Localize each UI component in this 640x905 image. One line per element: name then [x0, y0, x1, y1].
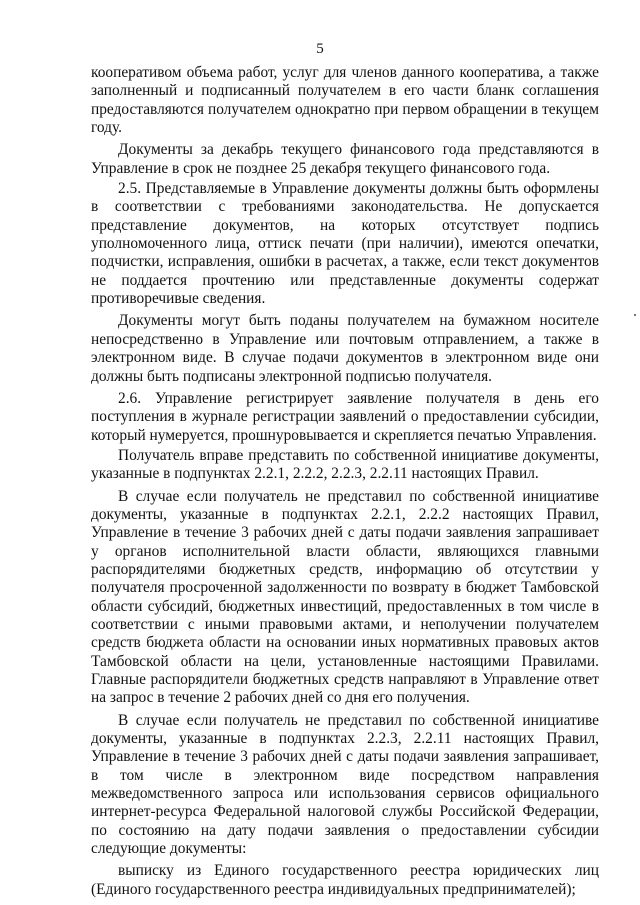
paragraph-december-deadline: Документы за декабрь текущего финансового года представляются в Управление в срок не позднее 25 декабря текущего финансового года.	[91, 141, 599, 177]
paragraph-2-6: 2.6. Управление регистрирует заявление получателя в день его поступления в журнале регистрации заявлений о предоставлении субсидии, который нумеруется, прошнуровывается и скрепляется печатью Управления.	[91, 389, 599, 444]
paragraph-request-2-2-1: В случае если получатель не представил по собственной инициативе документы, указанные в подпунктах 2.2.1, 2.2.2 настоящих Правил, Управление в течение 3 рабочих дней с даты подачи заявления запрашивает у органов исполнительной власти области, являющихся главными распорядителями бюджетных средств, информацию об отсутствии у получателя просроченной задолженности по возврату в бюджет Тамбовской области субсидий, бюджетных инвестиций, предоставленных в том числе в соответствии с иными правовыми актами, и неполучении получателем средств бюджета области на основании иных нормативных правовых актов Тамбовской области на цели, установленные настоящими Правилами. Главные распорядители бюджетных средств направляют в Управление ответ на запрос в течение 2 рабочих дней со дня его получения.	[91, 487, 599, 707]
paragraph-recipient-right: Получатель вправе представить по собственной инициативе документы, указанные в подпунктах 2.2.1, 2.2.2, 2.2.3, 2.2.11 настоящих Правил.	[91, 446, 599, 483]
paragraph-request-2-2-3: В случае если получатель не представил по собственной инициативе документы, указанные в подпунктах 2.2.3, 2.2.11 настоящих Правил, Управление в течение 3 рабочих дней с даты подачи заявления запрашивает, в том числе в электронном виде посредством направления межведомственного запроса или использования сервисов официального интернет-ресурса Федеральной налоговой службы Российской Федерации, по состоянию на дату подачи заявления о предоставлении субсидии следующие документы:	[91, 711, 599, 858]
paragraph-continuation: кооперативом объема работ, услуг для членов данного кооператива, а также заполненный и подписанный получателем в его части бланк соглашения предоставляются получателем однократно при первом обращении в текущем году.	[91, 64, 599, 137]
paragraph-2-5: 2.5. Представляемые в Управление документы должны быть оформлены в соответствии с требованиями законодательства. Не допускается представление документов, на которых отсутствует подпись уполномоченного лица, оттиск печати (при наличии), имеются опечатки, подчистки, исправления, ошибки в расчетах, а также, если текст документов не поддается прочтению или представленные документы содержат противоречивые сведения.	[91, 180, 599, 308]
paragraph-egrul-extract: выписку из Единого государственного реестра юридических лиц (Единого государственного реестра индивидуальных предпринимателей);	[91, 862, 599, 898]
page-number: 5	[316, 41, 324, 57]
paragraph-submission-methods: Документы могут быть поданы получателем на бумажном носителе непосредственно в Управление или почтовым отправлением, а также в электронном виде. В случае подачи документов в электронном виде они должны быть подписаны электронной подписью получателя.	[91, 312, 599, 385]
scan-mark	[634, 314, 636, 316]
document-body	[91, 64, 599, 899]
